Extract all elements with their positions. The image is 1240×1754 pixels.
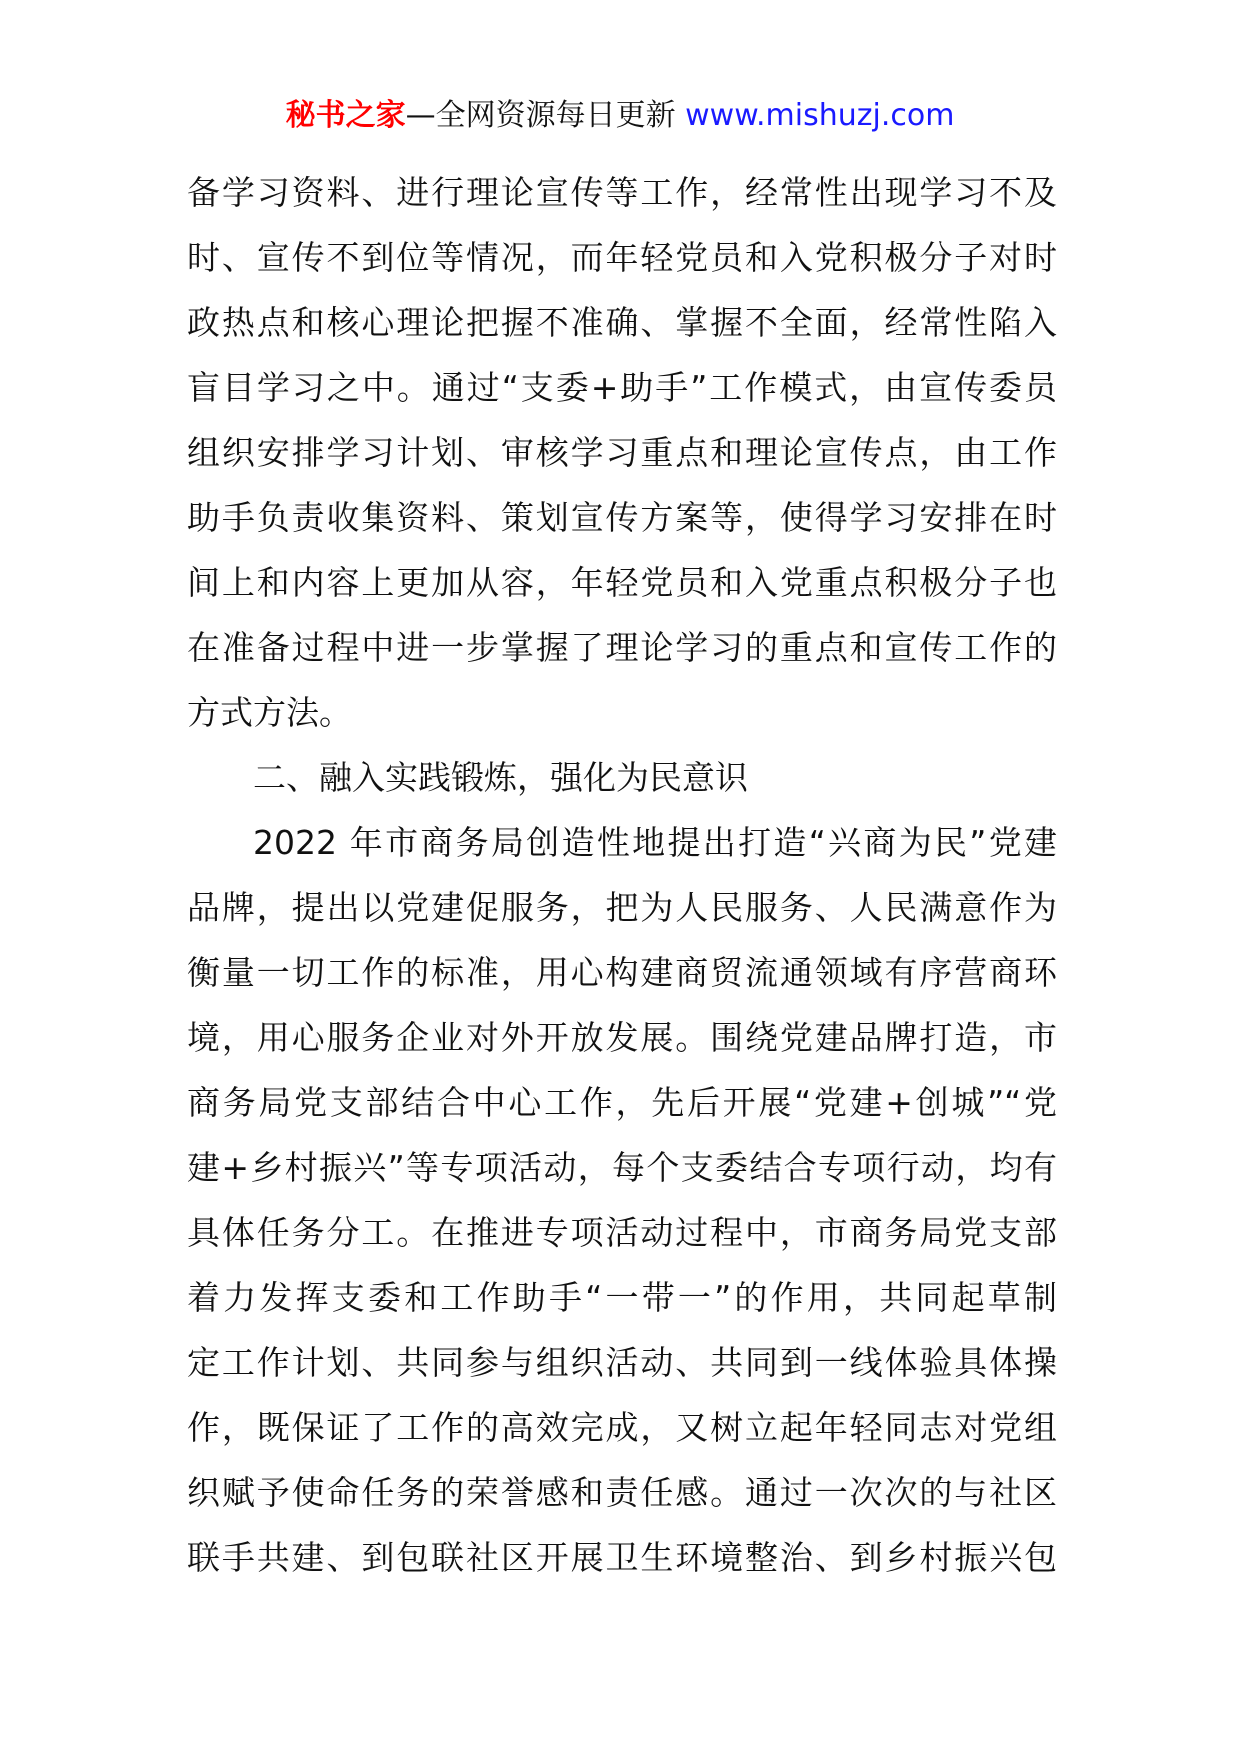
text-line: 织赋予使命任务的荣誉感和责任感。通过一次次的与社区 bbox=[187, 1473, 1057, 1512]
site-url-link[interactable]: www.mishuzj.com bbox=[685, 98, 955, 133]
text-line: 具体任务分工。在推进专项活动过程中，市商务局党支部 bbox=[187, 1213, 1057, 1252]
brand-name: 秘书之家 bbox=[285, 98, 406, 133]
text-line: 定工作计划、共同参与组织活动、共同到一线体验具体操 bbox=[187, 1343, 1057, 1382]
text-line: 联手共建、到包联社区开展卫生环境整治、到乡村振兴包 bbox=[187, 1538, 1057, 1577]
text-line: 在准备过程中进一步掌握了理论学习的重点和宣传工作的 bbox=[187, 628, 1057, 667]
text-line: 时、宣传不到位等情况，而年轻党员和入党积极分子对时 bbox=[187, 238, 1057, 277]
section-heading: 二、融入实践锻炼，强化为民意识 bbox=[253, 758, 748, 797]
text-line: 2022 年市商务局创造性地提出打造“兴商为民”党建 bbox=[253, 823, 1057, 862]
text-line: 建+乡村振兴”等专项活动，每个支委结合专项行动，均有 bbox=[187, 1148, 1057, 1187]
site-header bbox=[0, 96, 1240, 136]
text-line: 政热点和核心理论把握不准确、掌握不全面，经常性陷入 bbox=[187, 303, 1057, 342]
text-line: 作，既保证了工作的高效完成，又树立起年轻同志对党组 bbox=[187, 1408, 1057, 1447]
header-slogan: —全网资源每日更新 bbox=[405, 98, 686, 133]
text-line: 备学习资料、进行理论宣传等工作，经常性出现学习不及 bbox=[187, 173, 1057, 212]
text-line: 着力发挥支委和工作助手“一带一”的作用，共同起草制 bbox=[187, 1278, 1057, 1317]
text-line: 间上和内容上更加从容，年轻党员和入党重点积极分子也 bbox=[187, 563, 1057, 602]
text-line: 商务局党支部结合中心工作，先后开展“党建+创城”“党 bbox=[187, 1083, 1057, 1122]
text-line: 境，用心服务企业对外开放发展。围绕党建品牌打造，市 bbox=[187, 1018, 1057, 1057]
text-line: 组织安排学习计划、审核学习重点和理论宣传点，由工作 bbox=[187, 433, 1057, 472]
text-line: 方式方法。 bbox=[187, 693, 352, 732]
document-body bbox=[187, 160, 1057, 1590]
text-line: 衡量一切工作的标准，用心构建商贸流通领域有序营商环 bbox=[187, 953, 1057, 992]
text-line: 助手负责收集资料、策划宣传方案等，使得学习安排在时 bbox=[187, 498, 1057, 537]
text-line: 盲目学习之中。通过“支委+助手”工作模式，由宣传委员 bbox=[187, 368, 1057, 407]
text-line: 品牌，提出以党建促服务，把为人民服务、人民满意作为 bbox=[187, 888, 1057, 927]
